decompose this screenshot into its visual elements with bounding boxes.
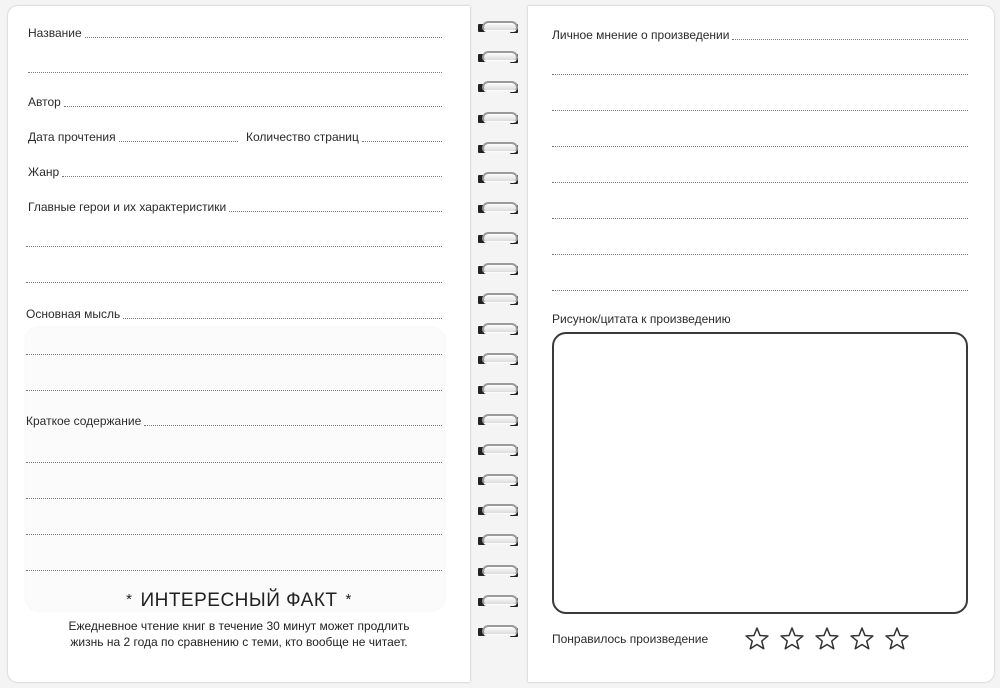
characters-line-2[interactable] — [26, 246, 442, 247]
spiral-ring — [474, 624, 524, 640]
characters-line[interactable] — [229, 202, 442, 212]
opinion-line-8[interactable] — [552, 290, 968, 291]
opinion-field[interactable] — [552, 28, 968, 42]
main-idea-label: Основная мысль — [26, 307, 121, 321]
spiral-ring — [474, 80, 524, 96]
pages-count-line[interactable] — [362, 132, 442, 142]
main-idea-line-2[interactable] — [26, 354, 442, 355]
rating-label: Понравилось произведение — [552, 632, 709, 646]
genre-line[interactable] — [62, 167, 442, 177]
drawing-frame[interactable] — [552, 332, 968, 614]
pages-count-label: Количество страниц — [246, 130, 359, 144]
spiral-ring — [474, 322, 524, 338]
left-page — [8, 6, 470, 682]
genre-label: Жанр — [28, 165, 60, 179]
star-rating-icon[interactable] — [884, 626, 910, 652]
spiral-ring — [474, 111, 524, 127]
spiral-ring — [474, 594, 524, 610]
star-rating-icon[interactable] — [744, 626, 770, 652]
spiral-ring — [474, 141, 524, 157]
opinion-line-6[interactable] — [552, 218, 968, 219]
main-idea-line[interactable] — [123, 309, 442, 319]
read-date-label: Дата прочтения — [28, 130, 116, 144]
opinion-line-5[interactable] — [552, 182, 968, 183]
characters-label: Главные герои и их характеристики — [28, 200, 227, 214]
spiral-ring — [474, 20, 524, 36]
read-date-line[interactable] — [119, 132, 238, 142]
summary-line-4[interactable] — [26, 534, 442, 535]
spiral-ring — [474, 413, 524, 429]
spiral-ring — [474, 201, 524, 217]
star-rating-icon[interactable] — [814, 626, 840, 652]
asterisk-icon: * — [345, 591, 352, 608]
spiral-ring — [474, 382, 524, 398]
main-idea-line-3[interactable] — [26, 390, 442, 391]
pages-count-field[interactable] — [246, 130, 442, 144]
opinion-line-7[interactable] — [552, 254, 968, 255]
main-idea-field[interactable] — [26, 307, 442, 321]
fact-text-line-1: Ежедневное чтение книг в течение 30 минут может продлить — [68, 619, 410, 633]
title-field[interactable] — [28, 26, 442, 40]
drawing-label: Рисунок/цитата к произведению — [552, 312, 731, 326]
author-line[interactable] — [64, 97, 442, 107]
spiral-ring — [474, 533, 524, 549]
spiral-ring — [474, 503, 524, 519]
spiral-ring — [474, 564, 524, 580]
rating-row — [552, 624, 972, 654]
summary-line-5[interactable] — [26, 570, 442, 571]
title-label: Название — [28, 26, 82, 40]
read-date-field[interactable] — [28, 130, 238, 144]
spiral-ring — [474, 231, 524, 247]
title-line[interactable] — [85, 28, 442, 38]
author-field[interactable] — [28, 95, 442, 109]
characters-field[interactable] — [28, 200, 442, 214]
opinion-line-3[interactable] — [552, 110, 968, 111]
fact-background-box — [26, 328, 444, 610]
summary-line-2[interactable] — [26, 462, 442, 463]
star-rating-icon[interactable] — [779, 626, 805, 652]
summary-line-3[interactable] — [26, 498, 442, 499]
star-rating-icon[interactable] — [849, 626, 875, 652]
spiral-ring — [474, 352, 524, 368]
opinion-line[interactable] — [732, 30, 968, 40]
spiral-ring — [474, 171, 524, 187]
opinion-line-2[interactable] — [552, 74, 968, 75]
rating-stars — [744, 626, 910, 652]
fact-heading — [8, 590, 470, 612]
spiral-ring — [474, 292, 524, 308]
fact-text — [8, 618, 470, 650]
genre-field[interactable] — [28, 165, 442, 179]
characters-line-3[interactable] — [26, 282, 442, 283]
right-page — [528, 6, 994, 682]
summary-field[interactable] — [26, 414, 442, 428]
spiral-ring — [474, 50, 524, 66]
summary-line[interactable] — [144, 416, 442, 426]
author-label: Автор — [28, 95, 61, 109]
asterisk-icon: * — [126, 591, 133, 608]
spiral-ring — [474, 443, 524, 459]
title-line-2[interactable] — [28, 72, 442, 73]
spiral-binding — [470, 0, 528, 688]
spiral-ring — [474, 473, 524, 489]
opinion-line-4[interactable] — [552, 146, 968, 147]
fact-title-text: ИНТЕРЕСНЫЙ ФАКТ — [140, 590, 338, 611]
summary-label: Краткое содержание — [26, 414, 142, 428]
spiral-ring — [474, 262, 524, 278]
opinion-label: Личное мнение о произведении — [552, 28, 730, 42]
fact-text-line-2: жизнь на 2 года по сравнению с теми, кто вообще не читает. — [70, 635, 408, 649]
